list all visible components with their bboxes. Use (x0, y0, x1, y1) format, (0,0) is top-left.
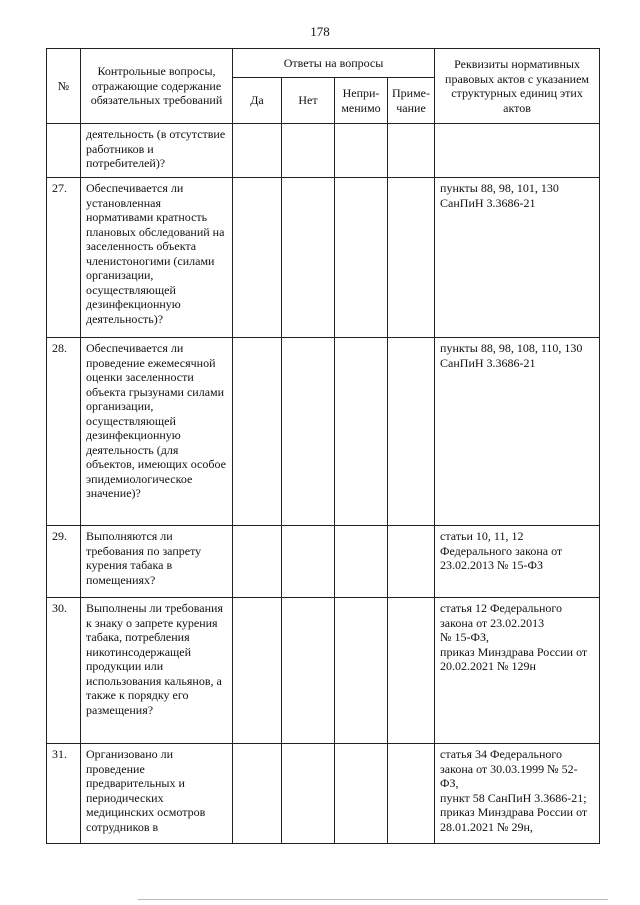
answer-yes-cell[interactable] (233, 526, 282, 598)
answer-no-cell[interactable] (282, 598, 335, 744)
answer-no-cell[interactable] (282, 526, 335, 598)
answer-na-cell[interactable] (335, 598, 388, 744)
table-row (47, 178, 600, 338)
answer-note-cell[interactable] (388, 526, 435, 598)
row-ref: статьи 10, 11, 12 Федерального закона от 23.02.2013 № 15-ФЗ (435, 526, 600, 598)
answer-yes-cell[interactable] (233, 338, 282, 526)
row-num: 28. (47, 338, 81, 526)
header-num: № (47, 49, 81, 124)
row-ref: статья 12 Федерального закона от 23.02.2013 № 15-ФЗ, приказ Минздрава России от 20.02.2021 № 129н (435, 598, 600, 744)
row-question: Обеспечивается ли установленная нормативами кратность плановых обследований на заселенность объекта членистоногими (силами организации, осуществляющей дезинфекционную деятельность)? (81, 178, 233, 338)
row-num: 30. (47, 598, 81, 744)
header-yes: Да (233, 78, 282, 124)
row-question: Выполнены ли требования к знаку о запрете курения табака, потребления никотинсодержащей продукции или использования кальянов, а также к порядку его размещения? (81, 598, 233, 744)
checklist-table (46, 48, 600, 844)
page-number: 178 (310, 24, 330, 39)
table-row (47, 526, 600, 598)
row-num: 27. (47, 178, 81, 338)
header-answers-group: Ответы на вопросы (233, 49, 435, 78)
answer-na-cell[interactable] (335, 178, 388, 338)
row-ref (435, 124, 600, 178)
header-questions: Контрольные вопросы, отражающие содержание обязательных требований (81, 49, 233, 124)
answer-na-cell[interactable] (335, 744, 388, 844)
table-row (47, 124, 600, 178)
row-question: Выполняются ли требования по запрету курения табака в помещениях? (81, 526, 233, 598)
header-no: Нет (282, 78, 335, 124)
answer-yes-cell[interactable] (233, 598, 282, 744)
answer-note-cell[interactable] (388, 124, 435, 178)
row-question: Обеспечивается ли проведение ежемесячной оценки заселенности объекта грызунами силами организации, осуществляющей дезинфекционную деятельность (для объектов, имеющих особое эпидемиологическое значение)? (81, 338, 233, 526)
row-question: деятельность (в отсутствие работников и потребителей)? (81, 124, 233, 178)
row-num (47, 124, 81, 178)
answer-yes-cell[interactable] (233, 178, 282, 338)
bottom-divider (138, 899, 608, 900)
row-ref: пункты 88, 98, 108, 110, 130 СанПиН 3.3686-21 (435, 338, 600, 526)
answer-no-cell[interactable] (282, 744, 335, 844)
answer-note-cell[interactable] (388, 178, 435, 338)
answer-no-cell[interactable] (282, 178, 335, 338)
row-num: 31. (47, 744, 81, 844)
answer-yes-cell[interactable] (233, 124, 282, 178)
answer-no-cell[interactable] (282, 338, 335, 526)
header-note: Приме- чание (388, 78, 435, 124)
row-ref: пункты 88, 98, 101, 130 СанПиН 3.3686-21 (435, 178, 600, 338)
row-num: 29. (47, 526, 81, 598)
answer-na-cell[interactable] (335, 124, 388, 178)
answer-na-cell[interactable] (335, 526, 388, 598)
answer-yes-cell[interactable] (233, 744, 282, 844)
table-row (47, 598, 600, 744)
table-row (47, 338, 600, 526)
answer-no-cell[interactable] (282, 124, 335, 178)
answer-note-cell[interactable] (388, 338, 435, 526)
header-na: Непри- менимо (335, 78, 388, 124)
row-ref: статья 34 Федерального закона от 30.03.1999 № 52-ФЗ, пункт 58 СанПиН 3.3686-21; приказ Минздрава России от 28.01.2021 № 29н, (435, 744, 600, 844)
answer-na-cell[interactable] (335, 338, 388, 526)
row-question: Организовано ли проведение предварительных и периодических медицинских осмотров сотрудников в (81, 744, 233, 844)
header-refs: Реквизиты нормативных правовых актов с указанием структурных единиц этих актов (435, 49, 600, 124)
table-row (47, 744, 600, 844)
answer-note-cell[interactable] (388, 598, 435, 744)
answer-note-cell[interactable] (388, 744, 435, 844)
